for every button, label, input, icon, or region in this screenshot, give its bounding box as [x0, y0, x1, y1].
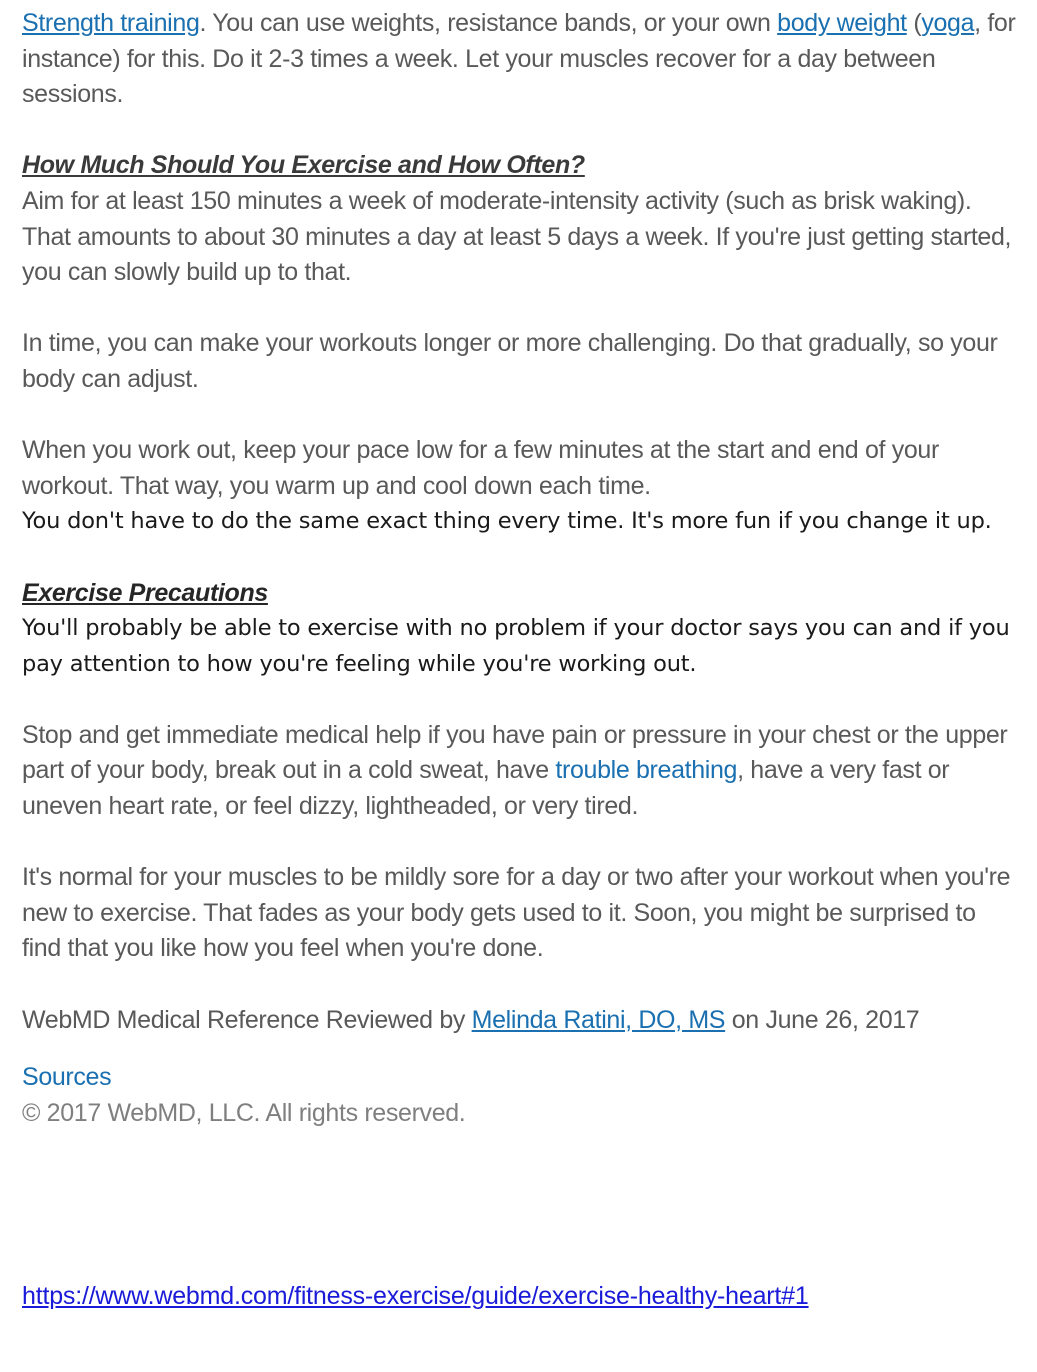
intro-paragraph [22, 6, 1017, 113]
review-text-2: on June 26, 2017 [725, 1005, 920, 1034]
intro-text-2: ( [906, 9, 922, 37]
spacer [22, 291, 1017, 327]
spacer [22, 967, 1017, 1003]
paragraph-pace: When you work out, keep your pace low for a few minutes at the start and end of your workout. That way, you warm up and cool down each time. [22, 436, 939, 500]
strength-training-link[interactable]: Strength training [22, 9, 200, 37]
trouble-breathing-link[interactable]: trouble breathing [555, 756, 738, 785]
intro-text-1: . You can use weights, resistance bands, or your own [199, 9, 778, 37]
stop-text-1: Stop and get immediate medical help if you have pain or pressure in your chest or the upper part of your body, break out in a cold sweat, have [22, 720, 1008, 785]
spacer [22, 682, 1017, 718]
sources-link[interactable]: Sources [22, 1063, 112, 1092]
spacer [22, 825, 1017, 861]
review-line [22, 1003, 1017, 1039]
body-weight-link[interactable]: body weight [777, 9, 907, 37]
section-heading-exercise-amount: How Much Should You Exercise and How Often? [22, 151, 585, 180]
sources-line [22, 1060, 1017, 1096]
yoga-link[interactable]: yoga [921, 9, 975, 37]
intro-text-3: , for instance) for this. Do it 2-3 times a week. Let your muscles recover for a day between sessions. [22, 9, 1016, 109]
paragraph-change-it-up: You don't have to do the same exact thing every time. It's more fun if you change it up. [22, 508, 992, 535]
paragraph-aim: Aim for at least 150 minutes a week of moderate-intensity activity (such as brisk waking). That amounts to about 30 minutes a day at least 5 days a week. If you're just getting started, you can slowly build up to that. [22, 186, 1012, 287]
spacer [22, 113, 1017, 149]
section-heading-precautions: Exercise Precautions [22, 578, 268, 607]
spacer [22, 540, 1017, 576]
paragraph-in-time: In time, you can make your workouts longer or more challenging. Do that gradually, so your body can adjust. [22, 329, 998, 393]
paragraph-stop [22, 718, 1017, 825]
stop-text-2: , have a very fast or uneven heart rate, or feel dizzy, lightheaded, or very tired. [22, 756, 950, 821]
reviewer-link[interactable]: Melinda Ratini, DO, MS [471, 1005, 726, 1034]
paragraph-sore: It's normal for your muscles to be mildly sore for a day or two after your workout when you're new to exercise. That fades as your body gets used to it. Soon, you might be surprised to find that you like how you feel when you're done. [22, 863, 1011, 963]
spacer [22, 398, 1017, 434]
source-url-link[interactable]: https://www.webmd.com/fitness-exercise/guide/exercise-healthy-heart#1 [22, 1282, 809, 1310]
spacer [22, 1038, 1017, 1060]
paragraph-doctor: You'll probably be able to exercise with no problem if your doctor says you can and if you pay attention to how you're feeling while you're working out. [22, 615, 1010, 677]
copyright: © 2017 WebMD, LLC. All rights reserved. [22, 1098, 466, 1127]
article-body [22, 6, 1017, 1131]
review-text-1: WebMD Medical Reference Reviewed by [22, 1005, 472, 1034]
